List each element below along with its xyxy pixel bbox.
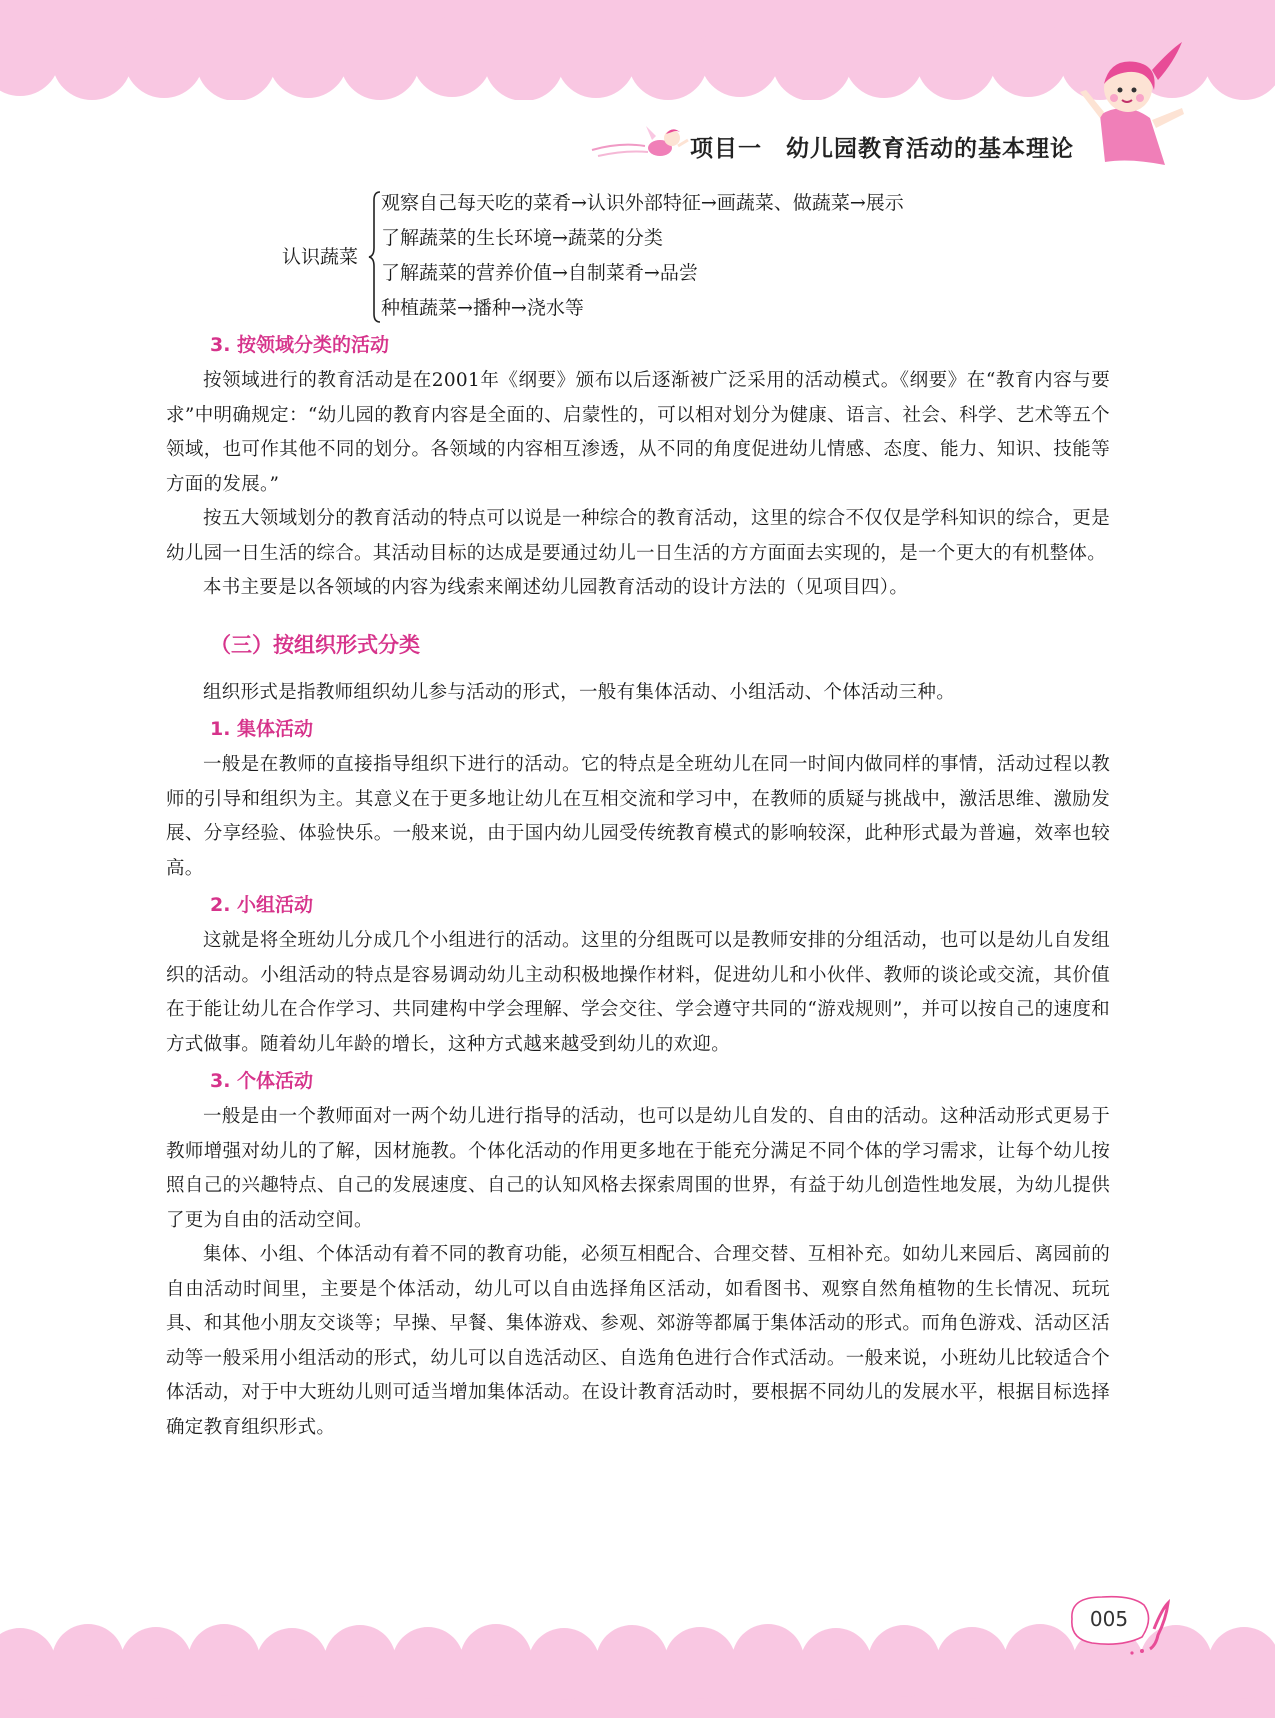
vegetable-concept-brace (166, 186, 1110, 326)
subsection-heading: 3. 按领域分类的活动 (210, 334, 390, 356)
paragraph: 这就是将全班幼儿分成几个小组进行的活动。这里的分组既可以是教师安排的分组活动，也可以是幼儿自发组织的活动。小组活动的特点是容易调动幼儿主动积极地操作材料，促进幼儿和小伙伴、教师的谈论或交流，其价值在于能让幼儿在合作学习、共同建构中学会理解、学会交往、学会遵守共同的“游戏规则”，并可以按自己的速度和方式做事。随着幼儿年龄的增长，这种方式越来越受到幼儿的欢迎。 (166, 930, 1110, 1055)
paragraph: 一般是由一个教师面对一两个幼儿进行指导的活动，也可以是幼儿自发的、自由的活动。这种活动形式更易于教师增强对幼儿的了解，因材施教。个体化活动的作用更多地在于能充分满足不同个体的学习需求，让每个幼儿按照自己的兴趣特点、自己的发展速度、自己的认知风格去探索周围的世界，有益于幼儿创造性地发展，为幼儿提供了更为自由的活动空间。 (166, 1106, 1110, 1231)
brace-lines (381, 186, 904, 326)
subsection-heading: 1. 集体活动 (210, 718, 314, 740)
brace-line: 了解蔬菜的营养价值→自制菜肴→品尝 (381, 262, 698, 284)
paragraph: 本书主要是以各领域的内容为线索来阐述幼儿园教育活动的设计方法的（见项目四）。 (203, 577, 909, 598)
paragraph: 按领域进行的教育活动是在2001年《纲要》颁布以后逐渐被广泛采用的活动模式。《纲要》在“教育内容与要求”中明确规定：“幼儿园的教育内容是全面的、启蒙性的，可以相对划分为健康、语言、社会、科学、艺术等五个领域，也可作其他不同的划分。各领域的内容相互渗透，从不同的角度促进幼儿情感、态度、能力、知识、技能等方面的发展。” (166, 370, 1110, 495)
page-number-badge (1068, 1595, 1150, 1643)
brace-label: 认识蔬菜 (282, 246, 359, 268)
section-heading: （三）按组织形式分类 (210, 632, 420, 657)
subsection-heading: 2. 小组活动 (210, 894, 314, 916)
paragraph: 一般是在教师的直接指导组织下进行的活动。它的特点是全班幼儿在同一时间内做同样的事情，活动过程以教师的引导和组织为主。其意义在于更多地让幼儿在互相交流和学习中，在教师的质疑与挑战中，激活思维、激励发展、分享经验、体验快乐。一般来说，由于国内幼儿园受传统教育模式的影响较深，此种形式最为普遍，效率也较高。 (166, 754, 1110, 879)
running-header (580, 128, 1180, 168)
brace-line: 了解蔬菜的生长环境→蔬菜的分类 (381, 227, 663, 249)
page-content (166, 186, 1110, 1445)
paragraph: 按五大领域划分的教育活动的特点可以说是一种综合的教育活动，这里的综合不仅仅是学科知识的综合，更是幼儿园一日生活的综合。其活动目标的达成是要通过幼儿一日生活的方方面面去实现的，是一个更大的有机整体。 (166, 508, 1110, 564)
brace-line: 种植蔬菜→播种→浇水等 (381, 297, 584, 319)
page-number: 005 (1089, 1607, 1129, 1631)
paragraph: 组织形式是指教师组织幼儿参与活动的形式，一般有集体活动、小组活动、个体活动三种。 (203, 681, 956, 703)
small-fairy-icon (590, 120, 690, 174)
paragraph: 集体、小组、个体活动有着不同的教育功能，必须互相配合、合理交替、互相补充。如幼儿来园后、离园前的自由活动时间里，主要是个体活动，幼儿可以自由选择角区活动，如看图书、观察自然角植物的生长情况、玩玩具、和其他小朋友交谈等；早操、早餐、集体游戏、参观、郊游等都属于集体活动的形式。而角色游戏、活动区活动等一般采用小组活动的形式，幼儿可以自选活动区、自选角色进行合作式活动。一般来说，小班幼儿比较适合个体活动，对于中大班幼儿则可适当增加集体活动。在设计教育活动时，要根据不同幼儿的发展水平，根据目标选择确定教育组织形式。 (166, 1244, 1110, 1438)
page-header-title: 项目一 幼儿园教育活动的基本理论 (690, 136, 1074, 162)
brace-line: 观察自己每天吃的菜肴→认识外部特征→画蔬菜、做蔬菜→展示 (381, 192, 904, 214)
curly-brace-icon (368, 190, 382, 324)
subsection-heading: 3. 个体活动 (210, 1070, 314, 1092)
